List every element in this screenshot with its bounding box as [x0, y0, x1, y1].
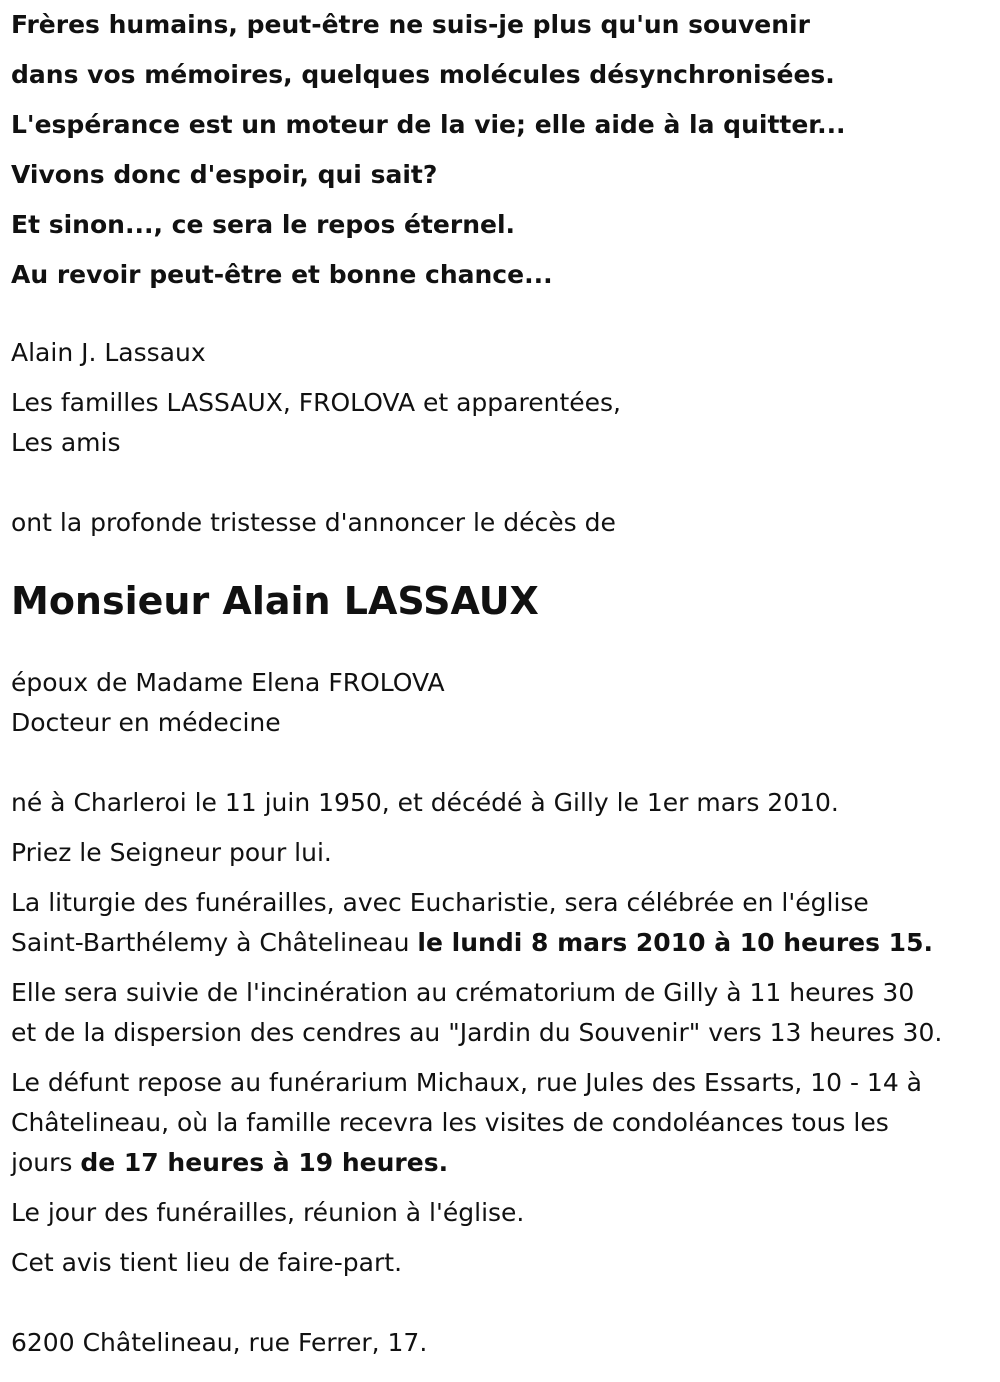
cremation-line: et de la dispersion des cendres au "Jardin du Souvenir" vers 13 heures 30. [11, 1018, 943, 1047]
signatory-families: Les familles LASSAUX, FROLOVA et apparentées, [11, 388, 621, 417]
notice-line: Cet avis tient lieu de faire-part. [11, 1248, 403, 1277]
liturgy-place: Saint-Barthélemy à Châtelineau [11, 928, 418, 957]
poem-line: Frères humains, peut-être ne suis-je plus qu'un souvenir [11, 10, 810, 39]
poem-line: L'espérance est un moteur de la vie; elle aide à la quitter... [11, 110, 846, 139]
poem-line: dans vos mémoires, quelques molécules désynchronisées. [11, 60, 835, 89]
liturgy-line [11, 923, 996, 963]
funeral-details [11, 783, 996, 1283]
signatory-friends: Les amis [11, 428, 121, 457]
rest-line [11, 1143, 996, 1183]
deceased-info [11, 663, 996, 743]
spouse-line: époux de Madame Elena FROLOVA [11, 668, 445, 697]
liturgy-date: le lundi 8 mars 2010 à 10 heures 15. [417, 928, 933, 957]
rest-line: Châtelineau, où la famille recevra les visites de condoléances tous les [11, 1108, 889, 1137]
poem-line: Et sinon..., ce sera le repos éternel. [11, 210, 516, 239]
address-line: 6200 Châtelineau, rue Ferrer, 17. [11, 1328, 428, 1357]
deceased-name: Monsieur Alain LASSAUX [11, 579, 539, 623]
announcement-text: ont la profonde tristesse d'annoncer le décès de [11, 508, 616, 537]
visits-prefix: jours [11, 1148, 81, 1177]
poem-line: Au revoir peut-être et bonne chance... [11, 260, 553, 289]
birth-death-line: né à Charleroi le 11 juin 1950, et décédé à Gilly le 1er mars 2010. [11, 788, 839, 817]
profession-line: Docteur en médecine [11, 708, 281, 737]
rest-line: Le défunt repose au funérarium Michaux, rue Jules des Essarts, 10 - 14 à [11, 1068, 922, 1097]
signatories [11, 333, 996, 463]
prayer-line: Priez le Seigneur pour lui. [11, 838, 332, 867]
poem [11, 0, 996, 300]
poem-line: Vivons donc d'espoir, qui sait? [11, 160, 438, 189]
cremation-line: Elle sera suivie de l'incinération au crématorium de Gilly à 11 heures 30 [11, 978, 915, 1007]
liturgy-line: La liturgie des funérailles, avec Eucharistie, sera célébrée en l'église [11, 888, 869, 917]
visits-hours: de 17 heures à 19 heures. [80, 1148, 449, 1177]
obituary-notice [11, 0, 996, 1363]
meeting-line: Le jour des funérailles, réunion à l'église. [11, 1198, 525, 1227]
signatory-person: Alain J. Lassaux [11, 338, 206, 367]
